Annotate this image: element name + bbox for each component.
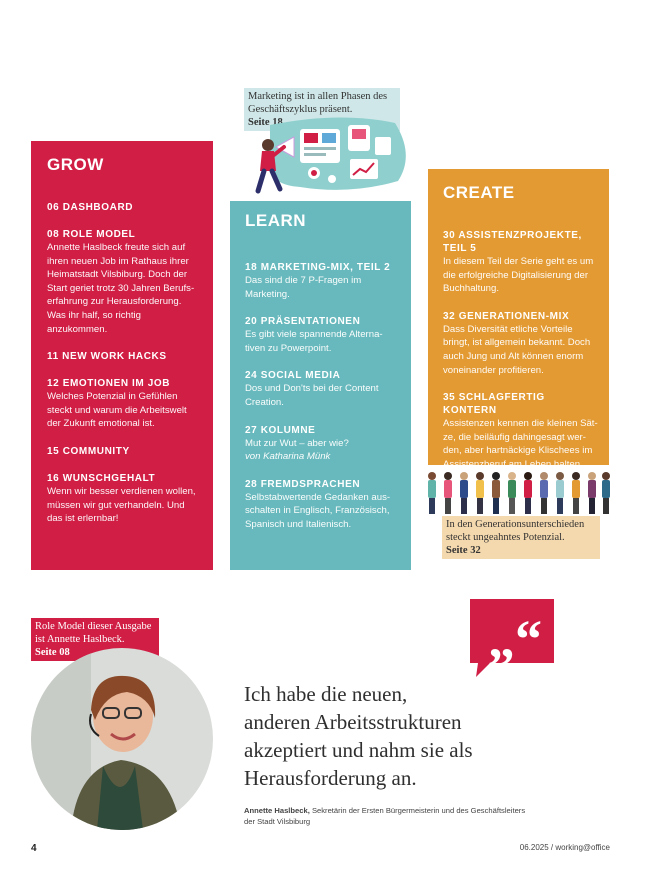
toc-item[interactable] [47,445,201,458]
toc-item[interactable] [245,424,401,464]
toc-item[interactable] [245,315,401,355]
quote-line: Ich habe die neuen, [244,682,408,706]
toc-item-title: 20 PRÄSENTATIONEN [245,316,361,328]
caption-role-model-text: Role Model dieser Ausgabe ist Annette Haslbeck. [35,621,152,645]
toc-item-title: 12 EMOTIONEN IM JOB [47,378,171,390]
toc-item-title: 27 KOLUMNE [245,424,316,436]
quote-byline [244,806,534,827]
toc-item[interactable] [443,229,599,296]
toc-item[interactable] [47,228,201,336]
toc-item-desc: Welches Potenzial in Gefühlen steckt und warum die Arbeitswelt der Zukunft emotional ist. [47,391,187,430]
grow-title: GROW [47,155,104,174]
toc-item-desc: Annette Haslbeck freute sich auf ihren neuen Job im Rathaus ihrer Heimatstadt Vilsbiburg. Doch der Start geriet trotz 30 Jahren Berufs-erfahrung zur Herausforderung. Was ihr half, so richtig anzukommen. [47,242,195,335]
create-title: CREATE [443,183,515,202]
toc-item-desc: Selbstabwertende Gedanken aus-schalten in Englisch, Französisch, Spanisch und Italienisch. [245,491,391,530]
toc-item-title: 11 NEW WORK HACKS [47,351,167,363]
toc-item-title: 16 WUNSCHGEHALT [47,472,156,484]
toc-item-title: 32 GENERATIONEN-MIX [443,310,570,322]
toc-item-title: 35 SCHLAGFERTIG KONTERN [443,392,545,417]
page-number: 4 [31,843,37,854]
toc-item-title: 30 ASSISTENZPROJEKTE, TEIL 5 [443,230,582,254]
svg-text:„“: „“ [488,609,542,669]
column-create [428,169,609,470]
toc-item-desc: Es gibt viele spannende Alterna-tiven zu Powerpoint. [245,329,383,354]
toc-item-desc: Dass Diversität etliche Vorteile bringt, ist allgemein bekannt. Doch auch Jung und Alt können enorm voneinander profitieren. [443,323,591,376]
toc-item-title: 06 DASHBOARD [47,202,134,213]
portrait-photo [31,648,213,830]
toc-item-author: von Katharina Münk [245,451,331,463]
learn-title: LEARN [245,211,307,230]
caption-generation-text: In den Generationsunterschieden steckt ungeahntes Potenzial. [446,519,585,543]
caption-generation-page: Seite 32 [446,545,481,556]
toc-item-title: 15 COMMUNITY [47,445,130,457]
caption-role-model-page: Seite 08 [35,647,70,658]
quote-line: anderen Arbeitsstrukturen [244,710,462,734]
toc-item[interactable] [245,261,401,301]
toc-item-desc: Das sind die 7 P-Fragen im Marketing. [245,275,362,300]
pull-quote [244,680,544,792]
toc-item[interactable] [47,201,201,214]
toc-item-title: 24 SOCIAL MEDIA [245,370,341,382]
caption-generation [442,516,600,559]
toc-item-title: 28 FREMDSPRACHEN [245,478,361,490]
column-learn [230,201,411,570]
quote-line: akzeptiert und nahm sie als [244,738,473,762]
quote-line: Herausforderung an. [244,766,417,790]
caption-marketing-page: Seite 18 [248,117,283,128]
quote-icon [468,597,556,679]
toc-item-desc: In diesem Teil der Serie geht es um die erfolgreiche Digitalisierung der Buchhaltung. [443,256,594,295]
toc-item[interactable] [47,472,201,526]
toc-item[interactable] [443,310,599,377]
toc-item-desc: Wenn wir besser verdienen wollen, müssen wir gut verhandeln. Und das ist erlernbar! [47,485,196,525]
toc-item[interactable] [443,391,599,471]
toc-item-title: 18 MARKETING-MIX, TEIL 2 [245,262,391,273]
toc-item-desc: Mut zur Wut – aber wie? [245,437,349,449]
toc-item[interactable] [245,478,401,532]
toc-item-desc: Assistenzen kennen die kleinen Sät-ze, die beiläufig dahingesagt wer-den, aber hartnäckige Klischees im Assistenzberuf am Leben halten. [443,418,598,470]
column-grow [31,141,213,570]
people-illustration [422,470,614,516]
toc-item[interactable] [245,369,401,409]
toc-item[interactable] [47,350,201,363]
issue-info: 06.2025 / working@office [519,843,610,852]
caption-marketing-text: Marketing ist in allen Phasen des Geschäftszyklus präsent. [248,91,388,115]
marketing-illustration [230,115,411,201]
quote-author-role: Sekretärin der Ersten Bürgermeisterin und des Geschäftsleiters der Stadt Vilsbiburg [244,806,526,826]
toc-item-desc: Dos und Don'ts bei der Content Creation. [245,383,379,408]
quote-author: Annette Haslbeck, [244,806,310,815]
toc-item-title: 08 ROLE MODEL [47,229,136,240]
toc-item[interactable] [47,377,201,431]
